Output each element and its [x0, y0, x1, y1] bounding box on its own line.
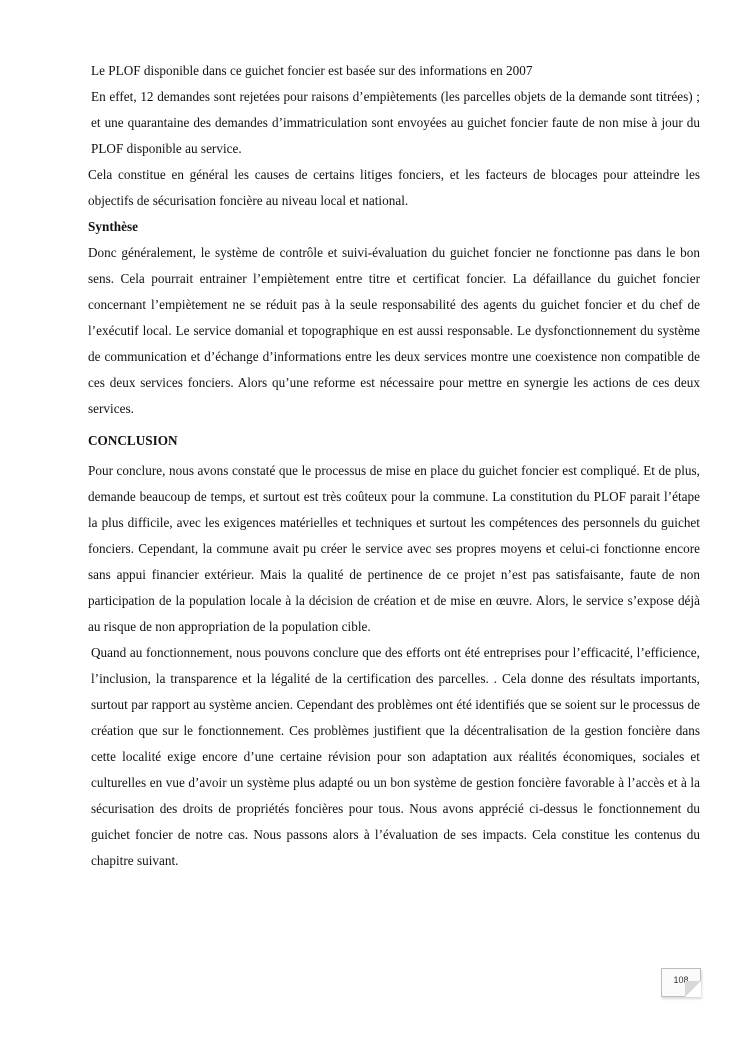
page-number: 108	[661, 968, 701, 997]
paragraph-plof-2007: Le PLOF disponible dans ce guichet foncier est basée sur des informations en 2007	[91, 63, 533, 78]
conclusion-paragraph-1: Pour conclure, nous avons constaté que le processus de mise en place du guichet foncier est compliqué. Et de plus, demande beaucoup de temps, et surtout est très coûteux pour la commune. La constitution du PLOF parait l’étape la plus difficile, avec les exigences matérielles et techniques et surtout les compétences des personnels du guichet fonciers. Cependant, la commune avait pu créer le service avec ses propres moyens et celui-ci fonctionne encore sans appui financier extérieur. Mais la qualité de pertinence de ce projet n’est pas satisfaisante, faute de non participation de la population locale à la décision de création et de mise en œuvre. Alors, le service s’expose déjà au risque de non appropriation de la population cible.	[88, 463, 700, 634]
paragraph-causes: Cela constitue en général les causes de certains litiges fonciers, et les facteurs de blocages pour atteindre les objectifs de sécurisation foncière au niveau local et national.	[88, 167, 700, 208]
conclusion-paragraph-2: Quand au fonctionnement, nous pouvons conclure que des efforts ont été entreprises pour l’efficacité, l’efficience, l’inclusion, la transparence et la légalité de la certification des parcelles. . Cela donne des résultats importants, surtout par rapport au système ancien. Cependant des problèmes ont été identifiés que se soient sur le processus de création que sur le fonctionnement. Ces problèmes justifient que la décentralisation de la gestion foncière dans cette localité exige encore d’une certaine révision pour son adaptation aux réalités économiques, sociales et culturelles en vue d’avoir un système plus adapté ou un bon système de gestion foncière favorable à l’accès et à la sécurisation des droits de propriétés foncières pour tous. Nous avons apprécié ci-dessus le fonctionnement du guichet foncier de notre cas. Nous passons alors à l’évaluation de ses impacts. Cela constitue les contenus du chapitre suivant.	[91, 645, 700, 868]
document-page	[88, 58, 700, 874]
synthese-paragraph: Donc généralement, le système de contrôle et suivi-évaluation du guichet foncier ne fonctionne pas dans le bon sens. Cela pourrait entrainer l’empiètement entre titre et certificat foncier. La défaillance du guichet foncier concernant l’empiètement ne se réduit pas à la seule responsabilité des agents du guichet foncier et du chef de l’exécutif local. Le service domanial et topographique en est aussi responsable. Le dysfonctionnement du système de communication et d’échange d’informations entre les deux services montre une coexistence non compatible de ces deux services fonciers. Alors qu’une reforme est nécessaire pour mettre en synergie les actions de ces deux services.	[88, 245, 700, 416]
synthese-heading: Synthèse	[88, 219, 138, 234]
conclusion-heading: CONCLUSION	[88, 433, 178, 448]
paragraph-rejected-demands: En effet, 12 demandes sont rejetées pour raisons d’empiètements (les parcelles objets de la demande sont titrées) ; et une quarantaine des demandes d’immatriculation sont envoyées au guichet foncier faute de non mise à jour du PLOF disponible au service.	[91, 89, 700, 156]
